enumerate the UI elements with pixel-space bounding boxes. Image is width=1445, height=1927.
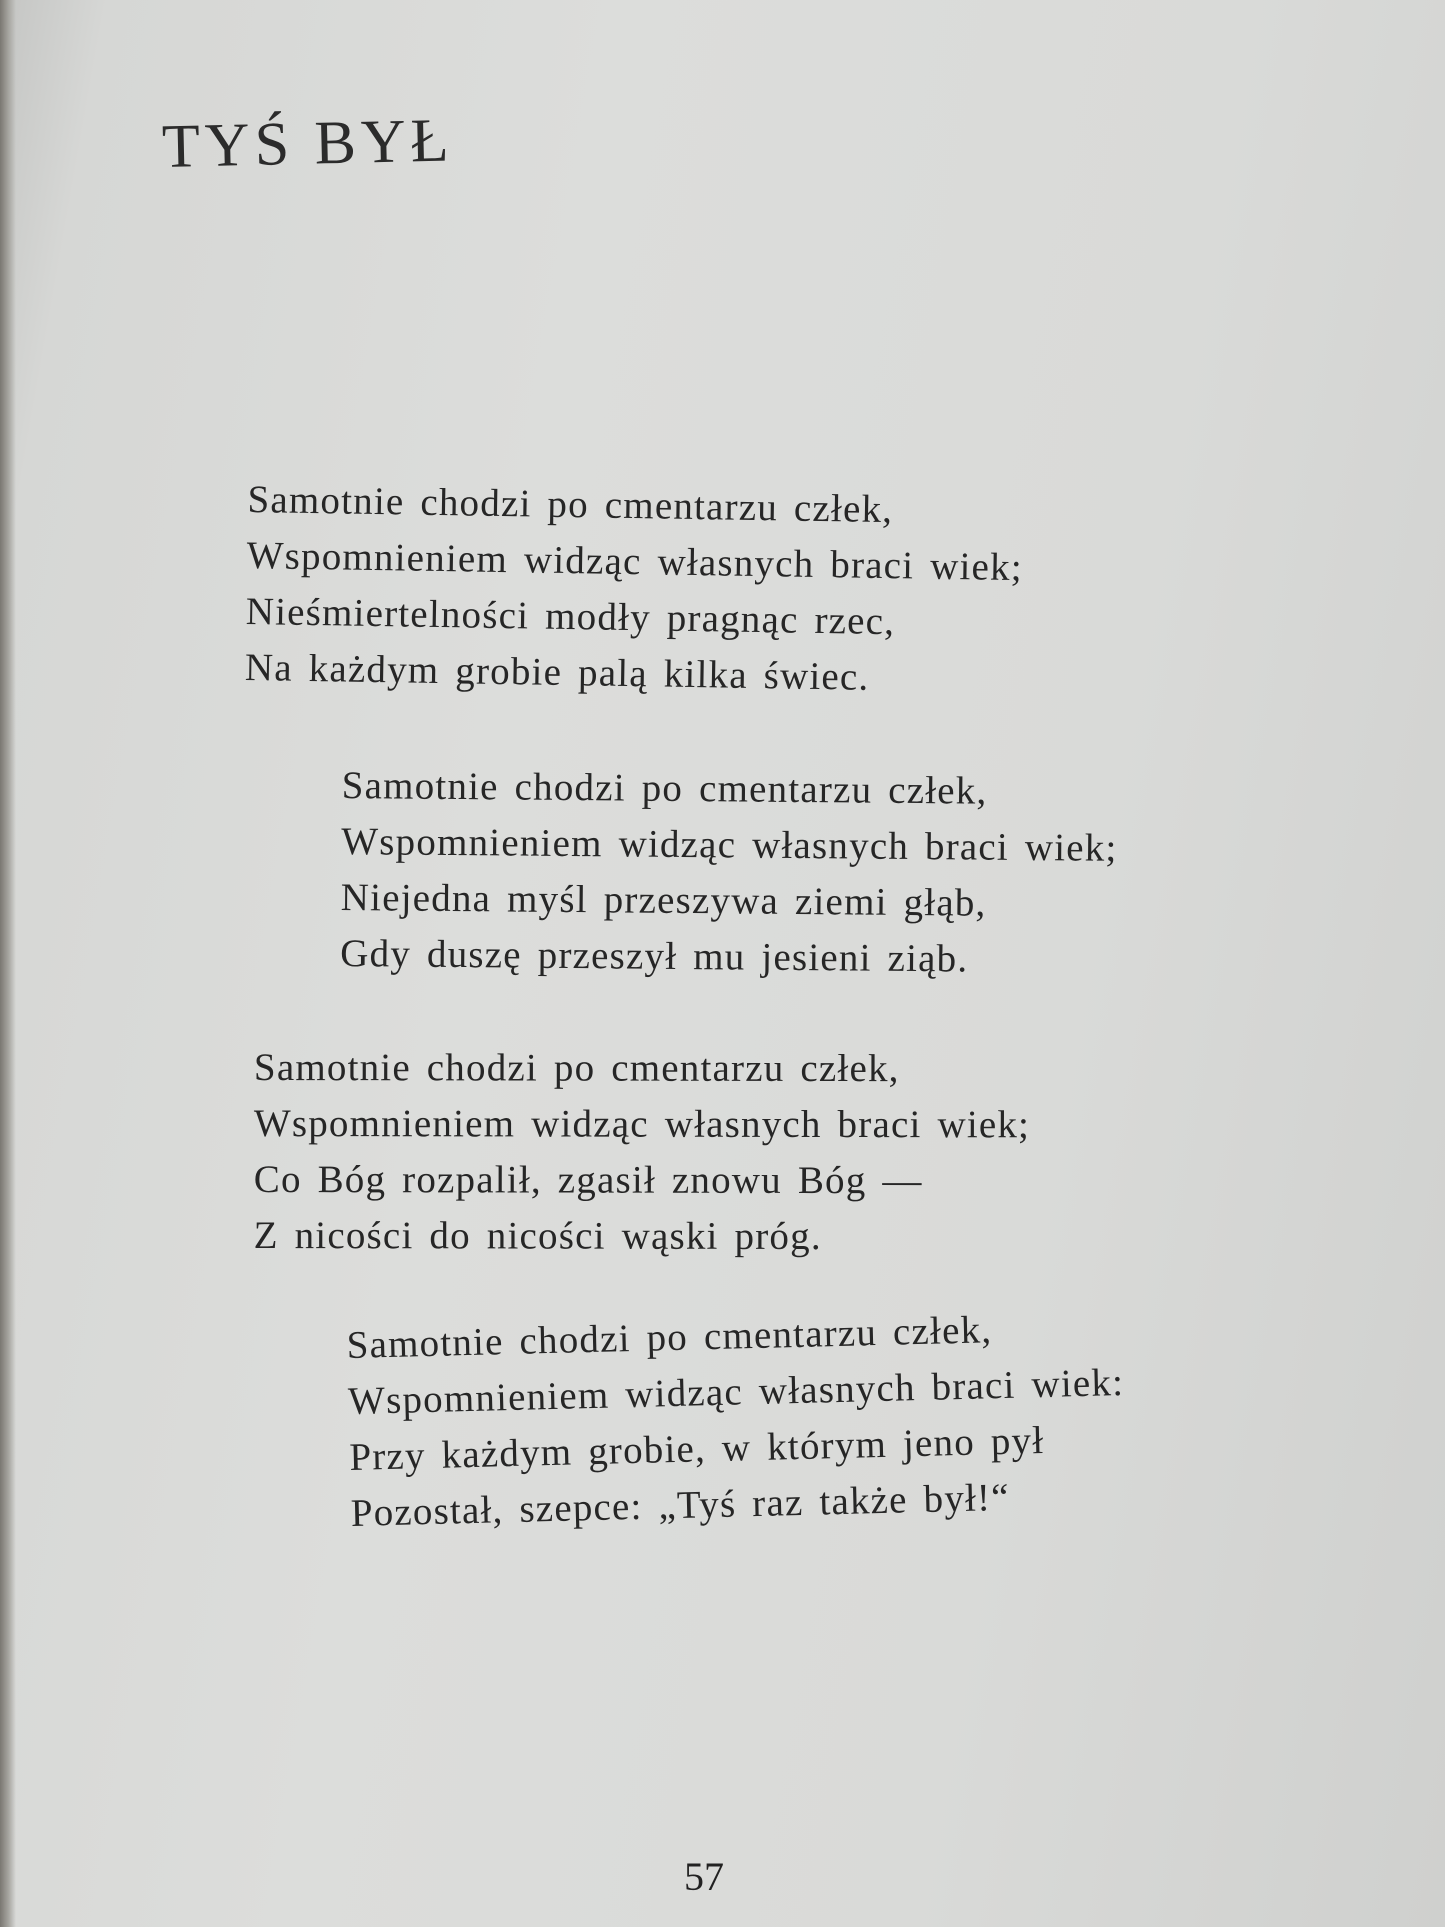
poem-title: TYŚ BYŁ	[161, 106, 455, 181]
stanza-1	[244, 472, 1024, 708]
poem-line: Wspomnieniem widząc własnych braci wiek:	[347, 1361, 1125, 1423]
poem-line: Wspomnieniem widząc własnych braci wiek;	[246, 533, 1024, 590]
poem-line: Nieśmiertelności modły pragnąc rzec,	[245, 589, 896, 644]
stanza-3	[254, 1040, 1031, 1265]
stanza-2	[340, 758, 1118, 989]
poem-line: Niejedna myśl przeszywa ziemi głąb,	[340, 875, 987, 925]
poem-line: Samotnie chodzi po cmentarzu człek,	[346, 1308, 993, 1367]
poem-line: Gdy duszę przeszył mu jesieni ziąb.	[340, 931, 969, 981]
poem-line: Samotnie chodzi po cmentarzu człek,	[341, 763, 988, 813]
poem-line: Co Bóg rozpalił, zgasił znowu Bóg —	[253, 1157, 923, 1203]
poem-line: Wspomnieniem widząc własnych braci wiek;	[253, 1101, 1031, 1147]
poem-line: Pozostał, szepce: „Tyś raz także był!“	[350, 1475, 1011, 1535]
poem-line: Samotnie chodzi po cmentarzu człek,	[253, 1046, 900, 1091]
book-binding-edge	[0, 0, 16, 1927]
poem-line: Przy każdym grobie, w którym jeno pył	[348, 1418, 1045, 1479]
page-number: 57	[684, 1854, 724, 1899]
poem-line: Na każdym grobie palą kilka świec.	[244, 645, 870, 699]
poem-line: Wspomnieniem widząc własnych braci wiek;	[341, 819, 1118, 870]
poem-line: Samotnie chodzi po cmentarzu człek,	[247, 477, 894, 532]
stanza-4	[346, 1299, 1128, 1542]
poem-line: Z nicości do nicości wąski próg.	[253, 1213, 822, 1258]
